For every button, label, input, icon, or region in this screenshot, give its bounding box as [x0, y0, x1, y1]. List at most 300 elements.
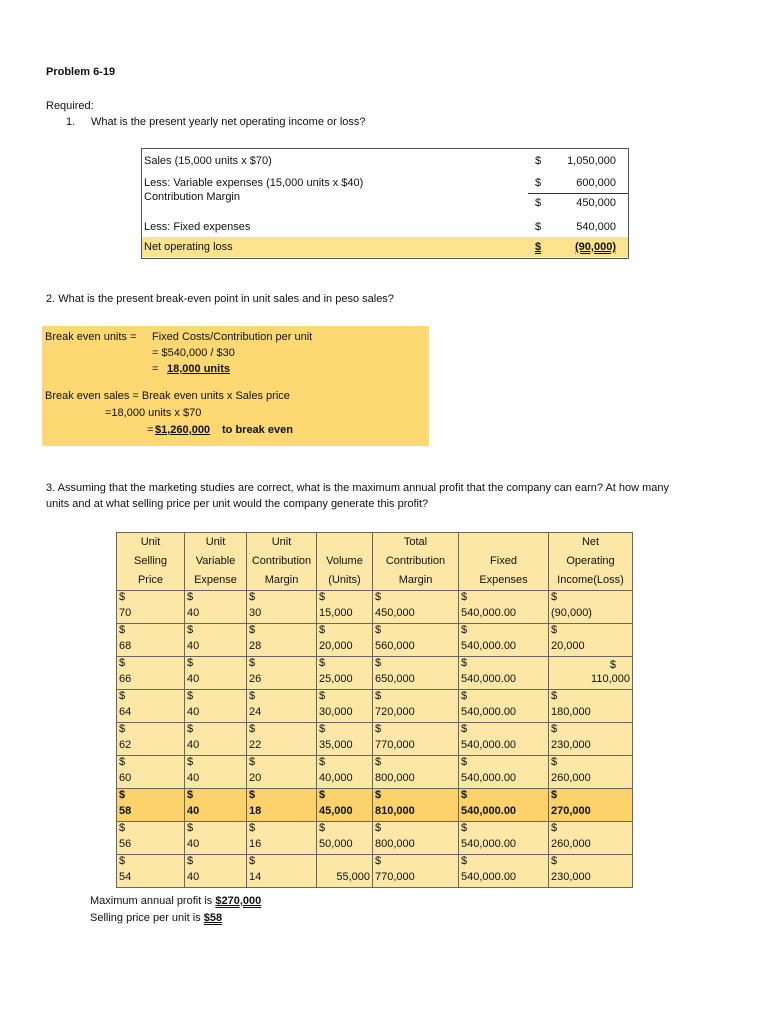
breakeven-box [42, 326, 429, 446]
cell-value: 180,000 [551, 706, 591, 718]
q1-number: 1. [66, 116, 76, 128]
cell-content [549, 822, 632, 854]
q3-text-line2: units and at what selling price per unit would the company generate this profit? [46, 498, 429, 510]
table-cell-tcm [373, 591, 459, 624]
currency-symbol: $ [187, 756, 194, 768]
q2-text: 2. What is the present break-even point in unit sales and in peso sales? [46, 293, 394, 305]
table-cell-tcm [373, 624, 459, 657]
table-cell-vol [317, 624, 373, 657]
max-profit-label: Maximum annual profit is [90, 895, 213, 907]
currency-symbol: $ [319, 789, 326, 801]
currency-symbol: $ [551, 690, 558, 702]
cell-value: 810,000 [375, 805, 415, 817]
currency-symbol: $ [319, 822, 326, 834]
cell-content [117, 591, 184, 623]
currency-symbol: $ [119, 855, 126, 867]
cell-content [459, 789, 548, 821]
currency-symbol: $ [551, 591, 558, 603]
cell-content [185, 789, 246, 821]
currency-symbol: $ [551, 822, 558, 834]
table-row [117, 690, 633, 723]
cell-value: 54 [119, 871, 132, 883]
currency-symbol: $ [119, 690, 126, 702]
cell-content [549, 855, 632, 887]
currency-symbol: $ [319, 657, 326, 669]
cell-content [373, 756, 458, 788]
breakeven-sales-suffix: to break even [222, 424, 293, 436]
cell-value: 58 [119, 805, 132, 817]
cell-value: 40 [187, 871, 200, 883]
cell-value: 540,000.00 [461, 871, 517, 883]
table-cell-price [117, 756, 185, 789]
table-cell-net [549, 624, 633, 657]
currency-symbol: $ [249, 756, 256, 768]
currency-symbol: $ [461, 855, 468, 867]
cell-content [459, 657, 548, 689]
q1-text: What is the present yearly net operating income or loss? [91, 116, 366, 128]
currency-symbol: $ [187, 855, 194, 867]
cell-content [247, 624, 316, 656]
header-unit-contribution-margin: Unit Contribution Margin [247, 533, 317, 591]
cell-content [117, 723, 184, 755]
cell-value: 35,000 [319, 739, 353, 751]
cell-value: 540,000.00 [461, 607, 517, 619]
currency-symbol: $ [375, 789, 382, 801]
table-cell-vol [317, 723, 373, 756]
cell-value: 450,000 [375, 607, 415, 619]
table-cell-tcm [373, 822, 459, 855]
table-cell-fixed [459, 723, 549, 756]
currency-symbol: $ [375, 855, 382, 867]
currency-symbol: $ [461, 657, 468, 669]
currency-symbol: $ [249, 624, 256, 636]
header-volume: Volume (Units) [317, 533, 373, 591]
cell-content [317, 789, 372, 821]
currency-symbol: $ [119, 822, 126, 834]
currency-symbol: $ [551, 624, 558, 636]
cell-value: 720,000 [375, 706, 415, 718]
statement-amount: 450,000 [576, 197, 616, 209]
cell-content [185, 624, 246, 656]
currency-symbol: $ [551, 756, 558, 768]
table-cell-vol [317, 822, 373, 855]
table-cell-net [549, 789, 633, 822]
cell-value: 770,000 [375, 739, 415, 751]
cell-value: 40,000 [319, 772, 353, 784]
cell-value: 16 [249, 838, 262, 850]
cell-content [549, 690, 632, 722]
statement-row-fixed [142, 217, 628, 237]
cell-value: 40 [187, 706, 200, 718]
cell-value: 25,000 [319, 673, 353, 685]
cell-content [185, 690, 246, 722]
cell-content [317, 756, 372, 788]
currency-symbol: $ [375, 624, 382, 636]
table-cell-vol [317, 657, 373, 690]
currency-symbol: $ [535, 197, 542, 209]
cell-value: 64 [119, 706, 132, 718]
currency-symbol: $ [551, 723, 558, 735]
header-net-operating-income: Net Operating Income(Loss) [549, 533, 633, 591]
cell-content [373, 690, 458, 722]
table-cell-vol [317, 690, 373, 723]
table-header-row [117, 533, 633, 591]
table-cell-var [185, 624, 247, 657]
table-cell-net [549, 690, 633, 723]
table-cell-tcm [373, 756, 459, 789]
cell-value: 68 [119, 640, 132, 652]
statement-amount: 540,000 [576, 221, 616, 233]
cell-value: 55,000 [336, 871, 370, 883]
table-cell-var [185, 756, 247, 789]
cell-value: 110,000 [591, 673, 630, 685]
breakeven-sales-result: $1,260,000 [155, 424, 211, 436]
currency-symbol: $ [319, 690, 326, 702]
income-statement [141, 148, 629, 259]
table-cell-price [117, 822, 185, 855]
cell-content [317, 624, 372, 656]
table-cell-tcm [373, 723, 459, 756]
cell-content [373, 723, 458, 755]
table-row [117, 723, 633, 756]
cell-value: 540,000.00 [461, 772, 517, 784]
currency-symbol: $ [461, 591, 468, 603]
table-cell-var [185, 591, 247, 624]
table-cell-price [117, 789, 185, 822]
currency-symbol: $ [187, 657, 194, 669]
cell-value: 60 [119, 772, 132, 784]
table-cell-vol [317, 591, 373, 624]
cell-value: 18 [249, 805, 262, 817]
table-row [117, 591, 633, 624]
header-fixed-expenses: Fixed Expenses [459, 533, 549, 591]
breakeven-sales-calc: =18,000 units x $70 [105, 407, 202, 419]
currency-symbol: $ [375, 822, 382, 834]
cell-value: 260,000 [551, 772, 591, 784]
currency-symbol: $ [551, 855, 558, 867]
cell-content [373, 822, 458, 854]
currency-symbol: $ [375, 591, 382, 603]
cell-content [459, 591, 548, 623]
table-cell-cm [247, 624, 317, 657]
table-cell-fixed [459, 789, 549, 822]
breakeven-units-result: 18,000 units [167, 363, 230, 375]
cell-content [317, 690, 372, 722]
cell-content [117, 822, 184, 854]
statement-row-variable [142, 173, 628, 193]
currency-symbol: $ [461, 789, 468, 801]
table-cell-fixed [459, 591, 549, 624]
max-profit-line [90, 895, 261, 907]
cell-content [117, 789, 184, 821]
table-cell-cm [247, 756, 317, 789]
cell-content [317, 822, 372, 854]
table-cell-vol [317, 789, 373, 822]
cell-value: 56 [119, 838, 132, 850]
cell-value: 66 [119, 673, 132, 685]
cell-content [459, 690, 548, 722]
statement-row-net [142, 237, 628, 257]
currency-symbol: $ [119, 789, 126, 801]
selling-price-label: Selling price per unit is [90, 912, 201, 924]
currency-symbol: $ [375, 657, 382, 669]
cell-value: 30,000 [319, 706, 353, 718]
cell-value: 24 [249, 706, 262, 718]
currency-symbol: $ [119, 723, 126, 735]
cell-content [117, 690, 184, 722]
max-profit-value: $270,000 [215, 895, 262, 907]
cell-content [459, 855, 548, 887]
currency-symbol: $ [375, 723, 382, 735]
table-cell-price [117, 690, 185, 723]
table-cell-cm [247, 855, 317, 888]
breakeven-units-label: Break even units = [45, 331, 137, 343]
cell-value: 650,000 [375, 673, 415, 685]
table-cell-var [185, 855, 247, 888]
cell-content [373, 855, 458, 887]
breakeven-units-calc: = $540,000 / $30 [152, 347, 235, 359]
table-cell-var [185, 789, 247, 822]
cell-content [373, 591, 458, 623]
cell-content [317, 723, 372, 755]
cell-content [459, 723, 548, 755]
table-cell-fixed [459, 855, 549, 888]
cell-content [373, 789, 458, 821]
table-cell-cm [247, 723, 317, 756]
cell-value: 50,000 [319, 838, 353, 850]
table-cell-vol [317, 855, 373, 888]
cell-content [117, 855, 184, 887]
pricing-table [116, 532, 633, 888]
table-cell-var [185, 690, 247, 723]
table-row [117, 657, 633, 690]
cell-value: 20,000 [551, 640, 585, 652]
currency-symbol: $ [535, 155, 542, 167]
currency-symbol: $ [535, 177, 542, 189]
table-cell-net [549, 591, 633, 624]
cell-value: 20,000 [319, 640, 353, 652]
table-cell-fixed [459, 822, 549, 855]
selling-price-value: $58 [203, 912, 223, 924]
cell-content [117, 756, 184, 788]
cell-content [247, 789, 316, 821]
cell-value: 70 [119, 607, 132, 619]
cell-content [185, 723, 246, 755]
currency-symbol: $ [119, 624, 126, 636]
selling-price-line [90, 912, 222, 924]
cell-content [549, 756, 632, 788]
table-cell-var [185, 657, 247, 690]
cell-value: 30 [249, 607, 262, 619]
q3-text-line1: 3. Assuming that the marketing studies are correct, what is the maximum annual profit that the company can earn? At how many [46, 482, 670, 494]
table-cell-var [185, 723, 247, 756]
currency-symbol: $ [461, 624, 468, 636]
cell-content [247, 690, 316, 722]
currency-symbol: $ [461, 723, 468, 735]
statement-row-cm [142, 191, 628, 211]
currency-symbol: $ [461, 756, 468, 768]
cell-value: 40 [187, 673, 200, 685]
cell-value: 40 [187, 838, 200, 850]
cell-content [185, 657, 246, 689]
currency-symbol: $ [249, 657, 256, 669]
table-cell-tcm [373, 657, 459, 690]
table-cell-net [549, 756, 633, 789]
statement-row-sales [142, 151, 628, 171]
cell-content [549, 723, 632, 755]
table-cell-fixed [459, 657, 549, 690]
cell-value: 40 [187, 772, 200, 784]
currency-symbol: $ [187, 624, 194, 636]
table-cell-cm [247, 657, 317, 690]
statement-label: Contribution Margin [144, 191, 240, 203]
breakeven-sales-formula: Break even sales = Break even units x Sales price [45, 390, 290, 402]
currency-symbol: $ [119, 591, 126, 603]
table-cell-price [117, 624, 185, 657]
cell-content [459, 624, 548, 656]
cell-content [373, 657, 458, 689]
cell-content [185, 822, 246, 854]
cell-value: 230,000 [551, 739, 591, 751]
statement-amount: 600,000 [576, 177, 616, 189]
table-cell-tcm [373, 855, 459, 888]
currency-symbol: $ [375, 690, 382, 702]
cell-content [549, 657, 632, 689]
cell-content [317, 591, 372, 623]
currency-symbol: $ [187, 723, 194, 735]
cell-value: 800,000 [375, 772, 415, 784]
breakeven-sales-eq: = [147, 424, 154, 436]
cell-content [247, 756, 316, 788]
cell-value: 770,000 [375, 871, 415, 883]
cell-content [459, 756, 548, 788]
cell-value: 15,000 [319, 607, 353, 619]
table-cell-var [185, 822, 247, 855]
currency-symbol: $ [249, 723, 256, 735]
cell-content [247, 723, 316, 755]
cell-value: 540,000.00 [461, 805, 517, 817]
cell-content [247, 591, 316, 623]
statement-label: Less: Variable expenses (15,000 units x $40) [144, 177, 364, 189]
cell-content [185, 855, 246, 887]
breakeven-units-eq: = [152, 363, 159, 375]
header-unit-selling-price: Unit Selling Price [117, 533, 185, 591]
currency-symbol: $ [249, 789, 256, 801]
cell-content [549, 789, 632, 821]
statement-label: Net operating loss [144, 241, 233, 253]
currency-symbol: $ [551, 789, 558, 801]
cell-value: 45,000 [319, 805, 353, 817]
currency-symbol: $ [535, 241, 542, 253]
currency-symbol: $ [609, 659, 616, 671]
table-row [117, 789, 633, 822]
cell-content [247, 657, 316, 689]
cell-content [317, 657, 372, 689]
cell-value: 20 [249, 772, 262, 784]
table-row [117, 756, 633, 789]
currency-symbol: $ [187, 822, 194, 834]
table-cell-cm [247, 822, 317, 855]
currency-symbol: $ [119, 657, 126, 669]
cell-content [459, 822, 548, 854]
table-row [117, 855, 633, 888]
cell-content [247, 822, 316, 854]
cell-value: 230,000 [551, 871, 591, 883]
currency-symbol: $ [319, 723, 326, 735]
cell-value: 540,000.00 [461, 706, 517, 718]
cell-value: 260,000 [551, 838, 591, 850]
cell-value: 28 [249, 640, 262, 652]
currency-symbol: $ [249, 690, 256, 702]
table-cell-price [117, 855, 185, 888]
table-cell-cm [247, 789, 317, 822]
cell-content [247, 855, 316, 887]
table-row [117, 822, 633, 855]
table-cell-net [549, 657, 633, 690]
currency-symbol: $ [319, 756, 326, 768]
cell-value: 40 [187, 607, 200, 619]
cell-value: 26 [249, 673, 262, 685]
breakeven-units-formula: Fixed Costs/Contribution per unit [152, 331, 313, 343]
table-cell-price [117, 591, 185, 624]
table-cell-fixed [459, 624, 549, 657]
currency-symbol: $ [249, 822, 256, 834]
currency-symbol: $ [119, 756, 126, 768]
table-cell-net [549, 723, 633, 756]
table-cell-tcm [373, 789, 459, 822]
currency-symbol: $ [249, 591, 256, 603]
cell-value: (90,000) [551, 607, 592, 619]
cell-value: 40 [187, 640, 200, 652]
currency-symbol: $ [187, 591, 194, 603]
currency-symbol: $ [461, 822, 468, 834]
currency-symbol: $ [187, 789, 194, 801]
currency-symbol: $ [319, 624, 326, 636]
cell-value: 540,000.00 [461, 640, 517, 652]
cell-content [317, 855, 372, 887]
table-cell-price [117, 723, 185, 756]
table-cell-tcm [373, 690, 459, 723]
cell-content [549, 624, 632, 656]
cell-value: 40 [187, 739, 200, 751]
required-label: Required: [46, 100, 94, 112]
statement-label: Less: Fixed expenses [144, 221, 251, 233]
cell-content [549, 591, 632, 623]
table-cell-net [549, 822, 633, 855]
header-total-contribution-margin: Total Contribution Margin [373, 533, 459, 591]
table-cell-net [549, 855, 633, 888]
cell-content [185, 591, 246, 623]
cell-value: 22 [249, 739, 262, 751]
currency-symbol: $ [461, 690, 468, 702]
page-title: Problem 6-19 [46, 66, 116, 78]
cell-content [117, 624, 184, 656]
table-cell-cm [247, 591, 317, 624]
cell-value: 540,000.00 [461, 838, 517, 850]
statement-label: Sales (15,000 units x $70) [144, 155, 272, 167]
cell-value: 40 [187, 805, 200, 817]
currency-symbol: $ [375, 756, 382, 768]
table-row [117, 624, 633, 657]
cell-content [117, 657, 184, 689]
cell-value: 540,000.00 [461, 739, 517, 751]
cell-value: 62 [119, 739, 132, 751]
cell-value: 270,000 [551, 805, 591, 817]
table-cell-fixed [459, 756, 549, 789]
table-cell-fixed [459, 690, 549, 723]
currency-symbol: $ [249, 855, 256, 867]
currency-symbol: $ [319, 591, 326, 603]
